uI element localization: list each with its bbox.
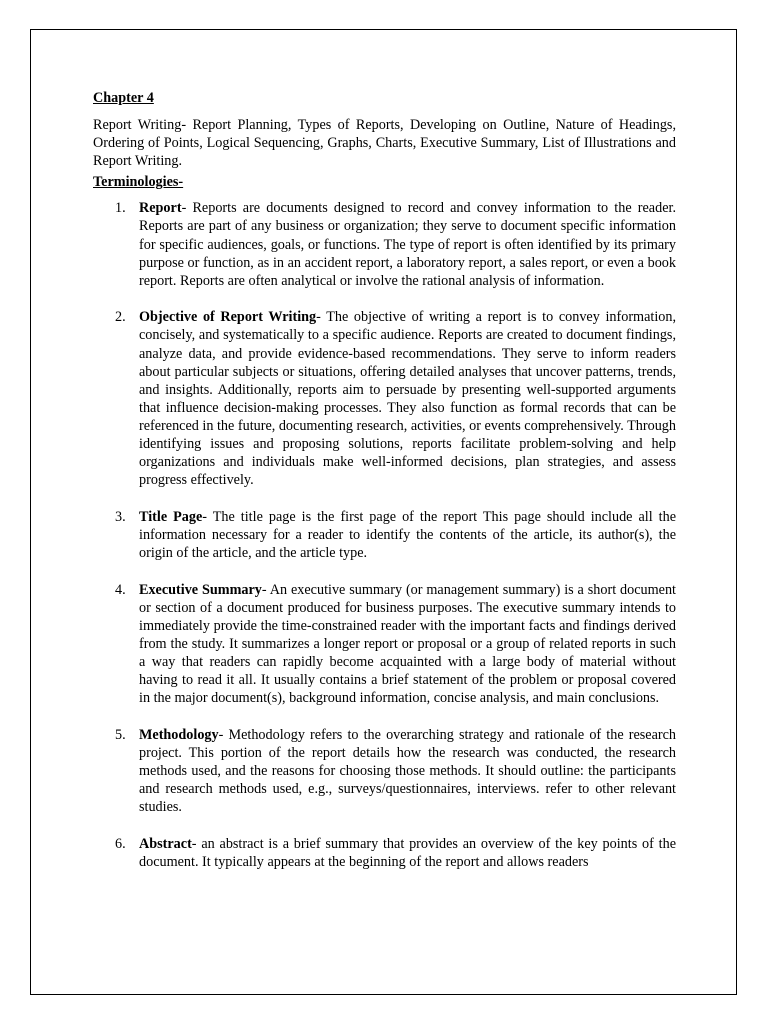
item-number: 1. [115, 200, 126, 217]
item-text: - The title page is the first page of the report This page should include all the information necessary for a reader to identify the contents of the article, its author(s), the origin of the article, and the article type. [139, 508, 676, 561]
terminologies-heading: Terminologies- [93, 174, 184, 191]
item-number: 6. [115, 835, 126, 852]
item-term: Executive Summary [139, 581, 262, 598]
terminology-item [93, 835, 676, 871]
terminology-item [93, 308, 676, 489]
terminology-item [93, 199, 676, 289]
item-term: Abstract [139, 835, 192, 852]
item-text: - The objective of writing a report is to convey information, concisely, and systematically to a specific audience. Reports are created to document findings, analyze data, and provide evidence-based recommendations. They serve to inform readers about particular subjects or situations, offering detailed analyses that uncover patterns, trends, and insights. Additionally, reports aim to persuade by presenting well-supported arguments that influence decision-making processes. They also function as formal records that can be referenced in the future, documenting research, activities, or events comprehensively. Through identifying issues and proposing solutions, reports facilitate problem-solving and help organizations and individuals make well-informed decisions, plan strategies, and assess progress effectively. [139, 309, 676, 489]
item-number: 5. [115, 726, 126, 743]
terminology-list [93, 199, 676, 871]
item-number: 2. [115, 309, 126, 326]
terminology-item [93, 581, 676, 708]
terminology-item [93, 726, 676, 816]
item-term: Report [139, 200, 182, 217]
chapter-intro: Report Writing- Report Planning, Types of Reports, Developing on Outline, Nature of Headings, Ordering of Points, Logical Sequencing, Graphs, Charts, Executive Summary, List of Illustrations and Report Writing. [93, 117, 676, 170]
item-text: - An executive summary (or management summary) is a short document or section of a document produced for business purposes. The executive summary intends to immediately provide the time-constrained reader with the important facts and findings derived from the study. It summarizes a longer report or proposal or a group of related reports in such a way that readers can rapidly become acquainted with a large body of material without having to read it all. It usually contains a brief statement of the problem or proposal covered in the major document(s), background information, concise analysis, and main conclusions. [139, 581, 676, 707]
item-number: 4. [115, 581, 126, 598]
page-content [93, 89, 676, 889]
item-term: Methodology [139, 726, 219, 743]
item-number: 3. [115, 508, 126, 525]
item-text: - Reports are documents designed to record and convey information to the reader. Reports are part of any business or organization; they serve to document specific information for specific audiences, goals, or functions. The type of report is often identified by its primary purpose or function, as in an accident report, a laboratory report, a sales report, or even a book report. Reports are often analytical or involve the rational analysis of information. [139, 200, 676, 289]
chapter-title: Chapter 4 [93, 90, 154, 106]
item-term: Objective of Report Writing [139, 309, 317, 326]
terminology-item [93, 508, 676, 562]
item-text: - Methodology refers to the overarching strategy and rationale of the research project. This portion of the report details how the research was conducted, the research methods used, and the reasons for choosing those methods. It should outline: the participants and research methods used, e.g., surveys/questionnaires, interviews. refer to other relevant studies. [139, 726, 676, 816]
document-page [30, 29, 737, 995]
item-term: Title Page [139, 508, 203, 525]
item-text: - an abstract is a brief summary that provides an overview of the key points of the document. It typically appears at the beginning of the report and allows readers [139, 835, 676, 870]
